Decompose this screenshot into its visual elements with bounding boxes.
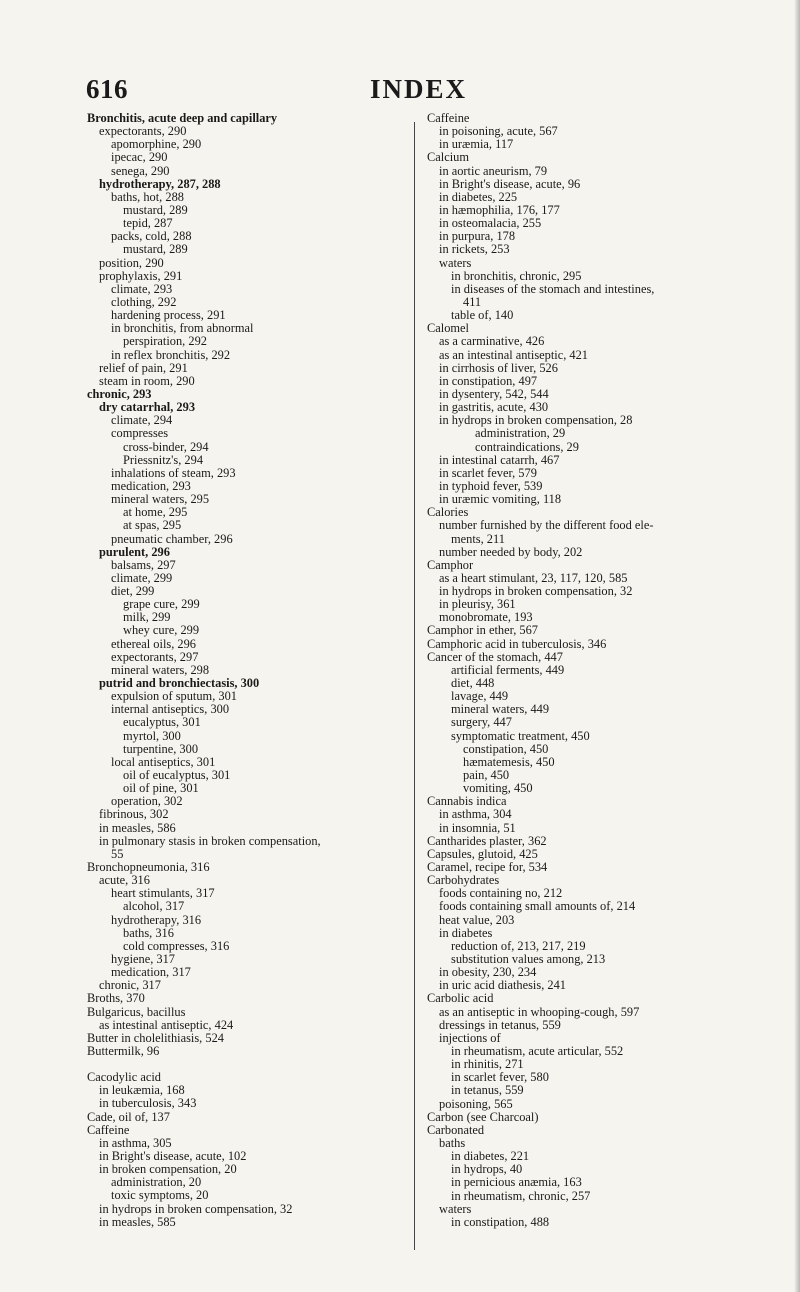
index-entry: perspiration, 292 (123, 334, 207, 349)
index-entry: as an intestinal antiseptic, 421 (439, 347, 588, 362)
index-entry: climate, 293 (111, 281, 173, 296)
index-entry: baths, 316 (123, 925, 174, 940)
index-entry: in Bright's disease, acute, 96 (439, 176, 581, 191)
index-entry: position, 290 (99, 255, 164, 270)
index-entry: 55 (111, 846, 124, 861)
index-entry: in osteomalacia, 255 (439, 216, 542, 231)
index-entry: chronic, 317 (99, 978, 161, 993)
index-entry: toxic symptoms, 20 (111, 1188, 209, 1203)
index-entry: mustard, 289 (123, 242, 188, 257)
index-entry: inhalations of steam, 293 (111, 465, 236, 480)
index-entry: vomiting, 450 (463, 781, 533, 796)
index-entry: in diseases of the stomach and intestines, (451, 281, 655, 296)
index-entry: in uræmia, 117 (439, 137, 514, 152)
index-entry: in asthma, 305 (99, 1135, 172, 1150)
index-entry: myrtol, 300 (123, 728, 181, 743)
index-entry: poisoning, 565 (439, 1096, 513, 1111)
index-entry: heat value, 203 (439, 912, 515, 927)
index-entry: Camphor (427, 557, 474, 572)
index-entry: mustard, 289 (123, 202, 188, 217)
index-entry: milk, 299 (123, 610, 171, 625)
index-column-left (87, 112, 409, 1229)
index-entry: hygiene, 317 (111, 952, 176, 966)
index-entry: internal antiseptics, 300 (111, 702, 230, 717)
index-entry: symptomatic treatment, 450 (451, 728, 590, 743)
index-entry: Bronchopneumonia, 316 (87, 860, 210, 875)
index-entry: clothing, 292 (111, 294, 177, 309)
index-entry: dressings in tetanus, 559 (439, 1017, 561, 1032)
index-entry: in hydrops in broken compensation, 28 (439, 413, 633, 428)
index-entry: in pernicious anæmia, 163 (451, 1175, 582, 1190)
index-entry: hardening process, 291 (111, 308, 226, 323)
index-entry: expectorants, 290 (99, 124, 187, 139)
index-entry: as an antiseptic in whooping-cough, 597 (439, 1004, 640, 1019)
index-entry: artificial ferments, 449 (451, 662, 565, 677)
index-entry: Caramel, recipe for, 534 (427, 860, 548, 875)
index-entry: foods containing no, 212 (439, 886, 563, 901)
index-entry: baths, hot, 288 (111, 189, 184, 204)
index-entry: in purpura, 178 (439, 229, 516, 244)
index-column-right (427, 112, 757, 1229)
index-entry: eucalyptus, 301 (123, 715, 201, 730)
index-entry: in hydrops, 40 (451, 1162, 523, 1177)
index-entry: Cade, oil of, 137 (87, 1109, 170, 1124)
index-entry: in gastritis, acute, 430 (439, 400, 549, 415)
index-entry: in measles, 586 (99, 820, 176, 835)
index-entry: putrid and bronchiectasis, 300 (99, 676, 260, 691)
index-entry: in asthma, 304 (439, 807, 512, 822)
index-entry: oil of eucalyptus, 301 (123, 768, 231, 783)
index-entry: in tetanus, 559 (451, 1083, 524, 1098)
index-entry: foods containing small amounts of, 214 (439, 899, 636, 914)
index-entry: chronic, 293 (87, 386, 152, 401)
index-entry: in insomnia, 51 (439, 820, 516, 835)
index-entry: tepid, 287 (123, 216, 173, 231)
index-entry: at home, 295 (123, 505, 188, 520)
index-entry: Camphor in ether, 567 (427, 623, 538, 638)
index-entry: in rickets, 253 (439, 242, 510, 257)
index-entry: in uræmic vomiting, 118 (439, 492, 562, 507)
index-entry: in constipation, 497 (439, 373, 538, 388)
index-entry: medication, 293 (111, 478, 191, 493)
index-entry: in uric acid diathesis, 241 (439, 978, 566, 993)
index-entry: administration, 29 (475, 426, 566, 441)
index-entry: Bronchitis, acute deep and capillary (87, 112, 278, 125)
index-entry: compresses (111, 426, 169, 441)
index-entry: as a carminative, 426 (439, 334, 545, 349)
index-entry: as intestinal antiseptic, 424 (99, 1017, 234, 1032)
index-entry: Cacodylic acid (87, 1070, 161, 1085)
index-entry: medication, 317 (111, 965, 191, 980)
index-entry: in scarlet fever, 580 (451, 1070, 549, 1085)
page-title: INDEX (370, 74, 468, 104)
index-entry: mineral waters, 298 (111, 662, 210, 677)
index-entry: in Bright's disease, acute, 102 (99, 1148, 247, 1163)
index-entry: in rheumatism, acute articular, 552 (451, 1043, 624, 1058)
index-entry: at spas, 295 (123, 518, 182, 533)
index-entry: climate, 299 (111, 570, 173, 585)
index-entry: constipation, 450 (463, 741, 549, 756)
index-entry: in tuberculosis, 343 (99, 1096, 197, 1111)
index-entry: Carbon (see Charcoal) (427, 1109, 539, 1124)
index-entry: whey cure, 299 (123, 623, 200, 638)
index-entry: in aortic aneurism, 79 (439, 163, 548, 178)
index-entry: in diabetes (439, 925, 493, 940)
index-entry: prophylaxis, 291 (99, 268, 183, 283)
index-entry: Priessnitz's, 294 (123, 452, 204, 467)
index-entry: climate, 294 (111, 413, 173, 428)
index-entry: grape cure, 299 (123, 597, 200, 612)
index-entry: injections of (439, 1030, 501, 1045)
index-entry: in diabetes, 221 (451, 1149, 530, 1164)
index-entry: heart stimulants, 317 (111, 886, 215, 901)
index-entry: turpentine, 300 (123, 741, 199, 756)
index-entry: balsams, 297 (111, 557, 176, 572)
index-entry: in scarlet fever, 579 (439, 465, 537, 480)
index-entry: baths (439, 1135, 466, 1150)
index-entry: in bronchitis, from abnormal (111, 321, 254, 336)
index-entry: in rhinitis, 271 (451, 1057, 524, 1072)
index-entry: substitution values among, 213 (451, 952, 606, 966)
index-entry: in rheumatism, chronic, 257 (451, 1188, 591, 1203)
index-entry: steam in room, 290 (99, 373, 195, 388)
index-entry: hæmatemesis, 450 (463, 754, 555, 769)
index-entry: Bulgaricus, bacillus (87, 1004, 186, 1019)
index-entry: administration, 20 (111, 1175, 202, 1190)
index-entry: in hæmophilia, 176, 177 (439, 202, 560, 217)
index-entry: in reflex bronchitis, 292 (111, 347, 231, 362)
index-entry: cross-binder, 294 (123, 439, 209, 454)
index-entry: lavage, 449 (451, 689, 509, 704)
index-entry: as a heart stimulant, 23, 117, 120, 585 (439, 570, 628, 585)
index-entry: Caffeine (87, 1122, 130, 1137)
index-entry: contraindications, 29 (475, 439, 579, 454)
index-entry: waters (439, 1201, 472, 1216)
index-entry: local antiseptics, 301 (111, 754, 216, 769)
index-entry: Capsules, glutoid, 425 (427, 846, 538, 861)
index-entry: in typhoid fever, 539 (439, 478, 543, 493)
index-entry: acute, 316 (99, 873, 150, 888)
index-entry: ethereal oils, 296 (111, 636, 196, 651)
index-entry: operation, 302 (111, 794, 183, 809)
index-entry: pneumatic chamber, 296 (111, 531, 233, 546)
index-entry: purulent, 296 (99, 544, 170, 559)
index-entry: Cancer of the stomach, 447 (427, 649, 563, 664)
index-entry: 411 (463, 294, 482, 309)
index-entry: in leukæmia, 168 (99, 1083, 185, 1098)
index-entry: waters (439, 255, 472, 270)
index-entry: number needed by body, 202 (439, 544, 583, 559)
index-entry: mineral waters, 295 (111, 492, 210, 507)
index-entry: in hydrops in broken compensation, 32 (439, 584, 633, 599)
index-entry: in constipation, 488 (451, 1214, 550, 1229)
index-entry: Carbohydrates (427, 873, 500, 888)
index-entry: fibrinous, 302 (99, 807, 169, 822)
column-divider (414, 122, 415, 1250)
index-entry: in pulmonary stasis in broken compensation, (99, 833, 321, 848)
index-entry: cold compresses, 316 (123, 938, 230, 953)
index-entry: expulsion of sputum, 301 (111, 689, 237, 704)
index-entry: Carbolic acid (427, 991, 494, 1006)
index-entry: in diabetes, 225 (439, 189, 518, 204)
index-entry: Caffeine (427, 112, 470, 125)
index-entry: Calomel (427, 321, 469, 336)
index-entry: pain, 450 (463, 768, 510, 783)
index-entry: Cantharides plaster, 362 (427, 833, 547, 848)
page-edge-shadow (794, 0, 800, 1292)
index-entry: in poisoning, acute, 567 (439, 124, 558, 139)
index-entry: hydrotherapy, 316 (111, 912, 202, 927)
index-entry: Calcium (427, 150, 469, 165)
index-entry: oil of pine, 301 (123, 781, 199, 796)
index-entry: in dysentery, 542, 544 (439, 386, 549, 401)
index-entry: Cannabis indica (427, 794, 507, 809)
index-entry: in obesity, 230, 234 (439, 965, 537, 980)
index-entry: diet, 299 (111, 584, 155, 599)
index-entry: Calories (427, 505, 469, 520)
index-entry: Buttermilk, 96 (87, 1043, 160, 1058)
index-entry: in cirrhosis of liver, 526 (439, 360, 558, 375)
index-entry: Camphoric acid in tuberculosis, 346 (427, 636, 607, 651)
index-entry: table of, 140 (451, 308, 514, 323)
index-entry: dry catarrhal, 293 (99, 400, 196, 415)
index-entry: in bronchitis, chronic, 295 (451, 268, 582, 283)
index-entry: number furnished by the different food ele- (439, 518, 654, 533)
index-entry: in pleurisy, 361 (439, 597, 516, 612)
index-entry: in hydrops in broken compensation, 32 (99, 1201, 293, 1216)
index-entry: hydrotherapy, 287, 288 (99, 176, 221, 191)
index-entry: surgery, 447 (451, 715, 512, 730)
index-entry: Butter in cholelithiasis, 524 (87, 1030, 224, 1045)
index-entry: Broths, 370 (87, 991, 145, 1006)
index-entry: alcohol, 317 (123, 899, 185, 914)
page-number: 616 (86, 74, 128, 104)
index-entry: senega, 290 (111, 163, 170, 178)
index-entry: in broken compensation, 20 (99, 1162, 237, 1177)
index-entry: monobromate, 193 (439, 610, 533, 625)
index-entry: ipecac, 290 (111, 150, 168, 165)
index-entry: packs, cold, 288 (111, 229, 192, 244)
index-entry: apomorphine, 290 (111, 137, 202, 152)
index-entry: mineral waters, 449 (451, 702, 550, 717)
index-entry: relief of pain, 291 (99, 360, 188, 375)
index-entry: in measles, 585 (99, 1214, 176, 1229)
index-entry: Carbonated (427, 1122, 485, 1137)
index-entry: reduction of, 213, 217, 219 (451, 938, 586, 953)
index-entry: in intestinal catarrh, 467 (439, 452, 560, 467)
index-entry: diet, 448 (451, 676, 495, 691)
index-entry: ments, 211 (451, 531, 505, 546)
index-entry: expectorants, 297 (111, 649, 199, 664)
